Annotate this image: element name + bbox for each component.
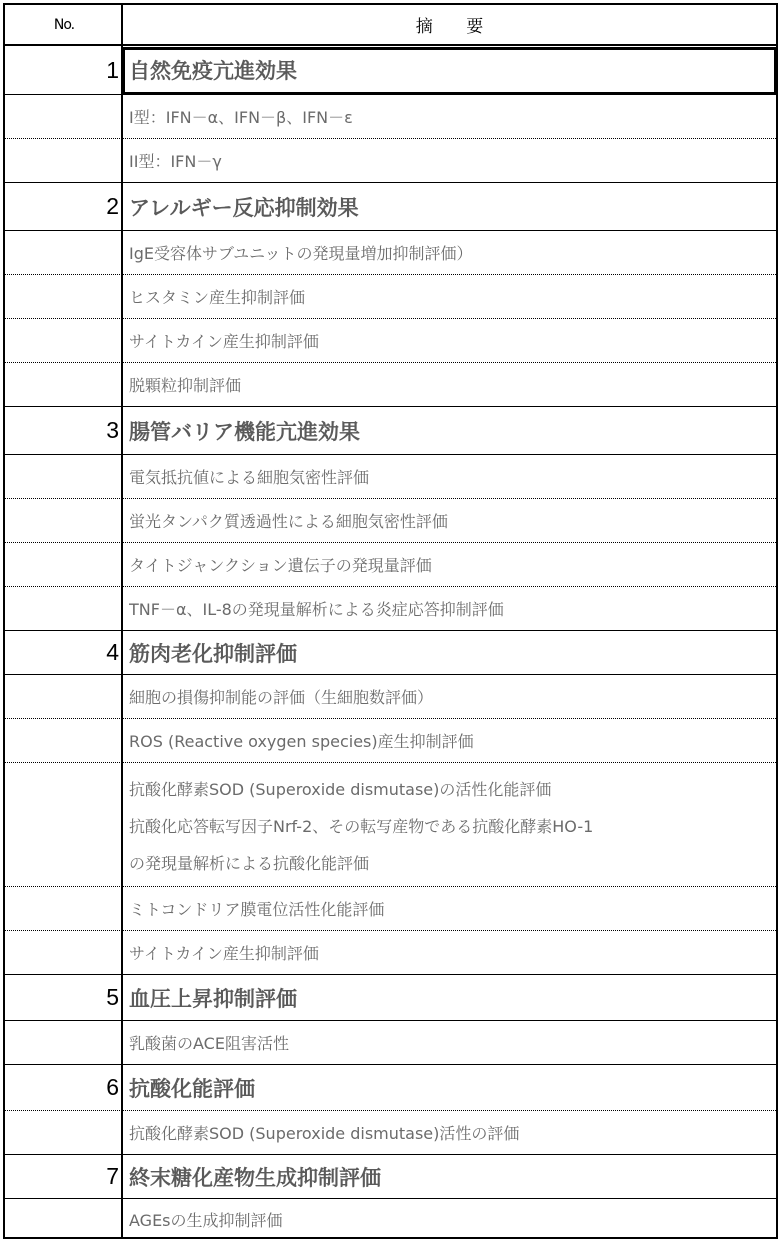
row-text: 細胞の損傷抑制能の評価（生細胞数評価） [129,688,434,707]
row-number: 7 [106,1163,119,1189]
row-text: II型：IFN－γ [129,152,222,171]
row-text: 抗酸化酵素SOD (Superoxide dismutase)活性の評価 [129,1124,520,1143]
row-text: ミトコンドリア膜電位活性化能評価 [129,900,385,919]
row-text: I型：IFN－α、IFN－β、IFN－ε [129,108,353,127]
row-number [5,1199,119,1239]
row-number: 1 [106,56,119,83]
section-title: 筋肉老化抑制評価 [129,641,297,666]
row-text-line: 抗酸化酵素SOD (Superoxide dismutase)の活性化能評価 [129,780,552,799]
row-number [5,763,119,886]
row-text: 電気抵抗値による細胞気密性評価 [129,468,370,487]
row-number [5,95,119,138]
row-text: 脱顆粒抑制評価 [129,376,242,395]
section-title: 抗酸化能評価 [129,1076,255,1101]
row-text: AGEsの生成抑制評価 [129,1210,283,1230]
row-number: 2 [106,193,119,219]
section-title: 終末糖化産物生成抑制評価 [129,1165,381,1190]
row-number [5,931,119,974]
row-number [5,139,119,182]
row-text: タイトジャンクション遺伝子の発現量評価 [129,556,432,575]
row-number: 5 [106,984,119,1010]
column-divider [121,5,123,1237]
row-number [5,499,119,542]
row-text: TNF－α、IL-8の発現量解析による炎症応答抑制評価 [129,600,504,619]
row-text-line: 抗酸化応答転写因子Nrf-2、その転写産物である抗酸化酵素HO-1 [129,817,594,836]
row-number [5,319,119,362]
row-number [5,543,119,586]
row-number [5,1111,119,1154]
row-number [5,587,119,630]
row-text: ROS (Reactive oxygen species)産生抑制評価 [129,732,474,751]
row-number [5,675,119,718]
header-description: 摘 要 [415,17,498,37]
row-number [5,231,119,274]
row-text: 乳酸菌のACE阻害活性 [129,1034,289,1053]
row-number [5,719,119,762]
row-text: 蛍光タンパク質透過性による細胞気密性評価 [129,512,448,531]
row-number [5,275,119,318]
row-number: 6 [106,1074,119,1100]
row-text: IgE受容体サブユニットの発現量増加抑制評価） [129,244,473,263]
row-number [5,887,119,930]
row-text: サイトカイン産生抑制評価 [129,332,319,351]
summary-table [3,3,778,1239]
row-text: ヒスタミン産生抑制評価 [129,288,306,307]
section-title: 自然免疫亢進効果 [129,59,297,83]
section-title: 血圧上昇抑制評価 [129,986,297,1011]
header-no: No. [53,16,75,33]
section-title: 腸管バリア機能亢進効果 [129,419,360,444]
row-text-line: の発現量解析による抗酸化能評価 [129,854,370,873]
row-number [5,1021,119,1064]
row-number: 4 [106,639,119,665]
section-title: アレルギー反応抑制効果 [129,195,359,220]
row-number [5,455,119,498]
row-number: 3 [106,417,119,443]
row-number [5,363,119,406]
row-text: サイトカイン産生抑制評価 [129,944,319,963]
row-text [129,763,770,894]
